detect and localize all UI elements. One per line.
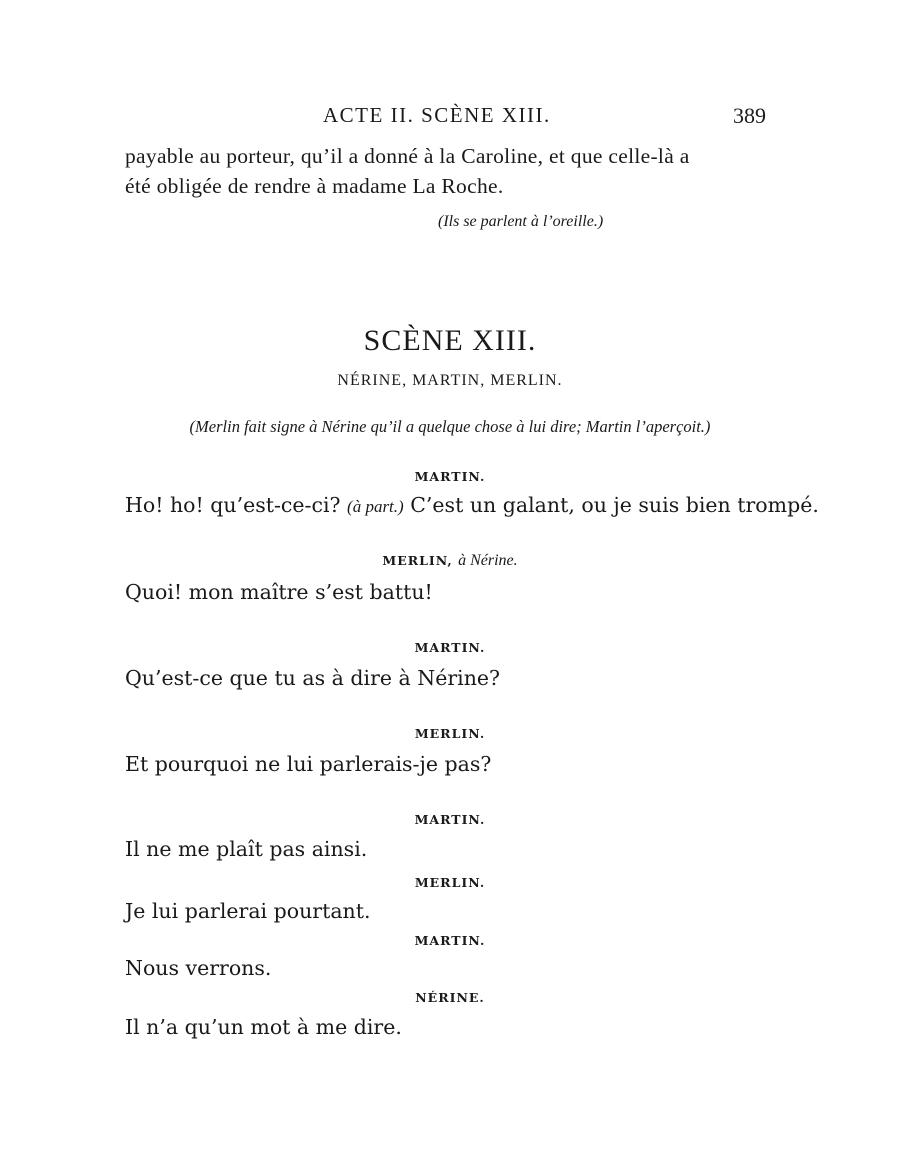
aside-direction: (à part.) — [347, 497, 404, 516]
speaker-label: MARTIN. — [414, 469, 486, 484]
speaker-label: MERLIN. — [414, 875, 486, 890]
speaker-name: MERLIN — [382, 553, 448, 568]
dialogue-line: Quoi! mon maître s’est battu! — [125, 580, 433, 604]
dialogue-line: Et pourquoi ne lui parlerais-je pas? — [125, 752, 492, 776]
dialogue-line: Il ne me plaît pas ainsi. — [125, 837, 368, 861]
speaker-label: MERLIN. — [414, 726, 486, 741]
scene-characters: NÉRINE, MARTIN, MERLIN. — [337, 372, 563, 389]
scene-title: SCÈNE XIII. — [363, 324, 537, 357]
dialogue-line: Qu’est-ce que tu as à dire à Nérine? — [125, 666, 501, 690]
speaker-label: MARTIN. — [414, 933, 486, 948]
previous-text-line-2: été obligée de rendre à madame La Roche. — [125, 174, 504, 198]
running-head: ACTE II. SCÈNE XIII. — [323, 103, 551, 127]
scene-stage-direction: (Merlin fait signe à Nérine qu’il a quelque chose à lui dire; Martin l’aperçoit.) — [189, 417, 711, 436]
dialogue-line: Je lui parlerai pourtant. — [125, 899, 371, 923]
page-number: 389 — [733, 103, 766, 128]
speaker-label: NÉRINE. — [415, 990, 485, 1005]
dialogue-line — [125, 493, 819, 517]
stage-direction-previous: (Ils se parlent à l’oreille.) — [438, 213, 604, 230]
dialogue-line: Il n’a qu’un mot à me dire. — [125, 1015, 402, 1039]
speaker-label: MARTIN. — [414, 812, 486, 827]
speaker-label: MERLIN, à Nérine. — [382, 552, 518, 569]
dialogue-text: C’est un galant, ou je suis bien trompé. — [403, 493, 819, 517]
dialogue-text: Ho! ho! qu’est-ce-ci? — [125, 493, 348, 517]
previous-text-line-1: payable au porteur, qu’il a donné à la Caroline, et que celle-là a — [125, 144, 690, 168]
speaker-note: à Nérine. — [458, 552, 518, 569]
dialogue-line: Nous verrons. — [125, 956, 272, 980]
speaker-label: MARTIN. — [414, 640, 486, 655]
